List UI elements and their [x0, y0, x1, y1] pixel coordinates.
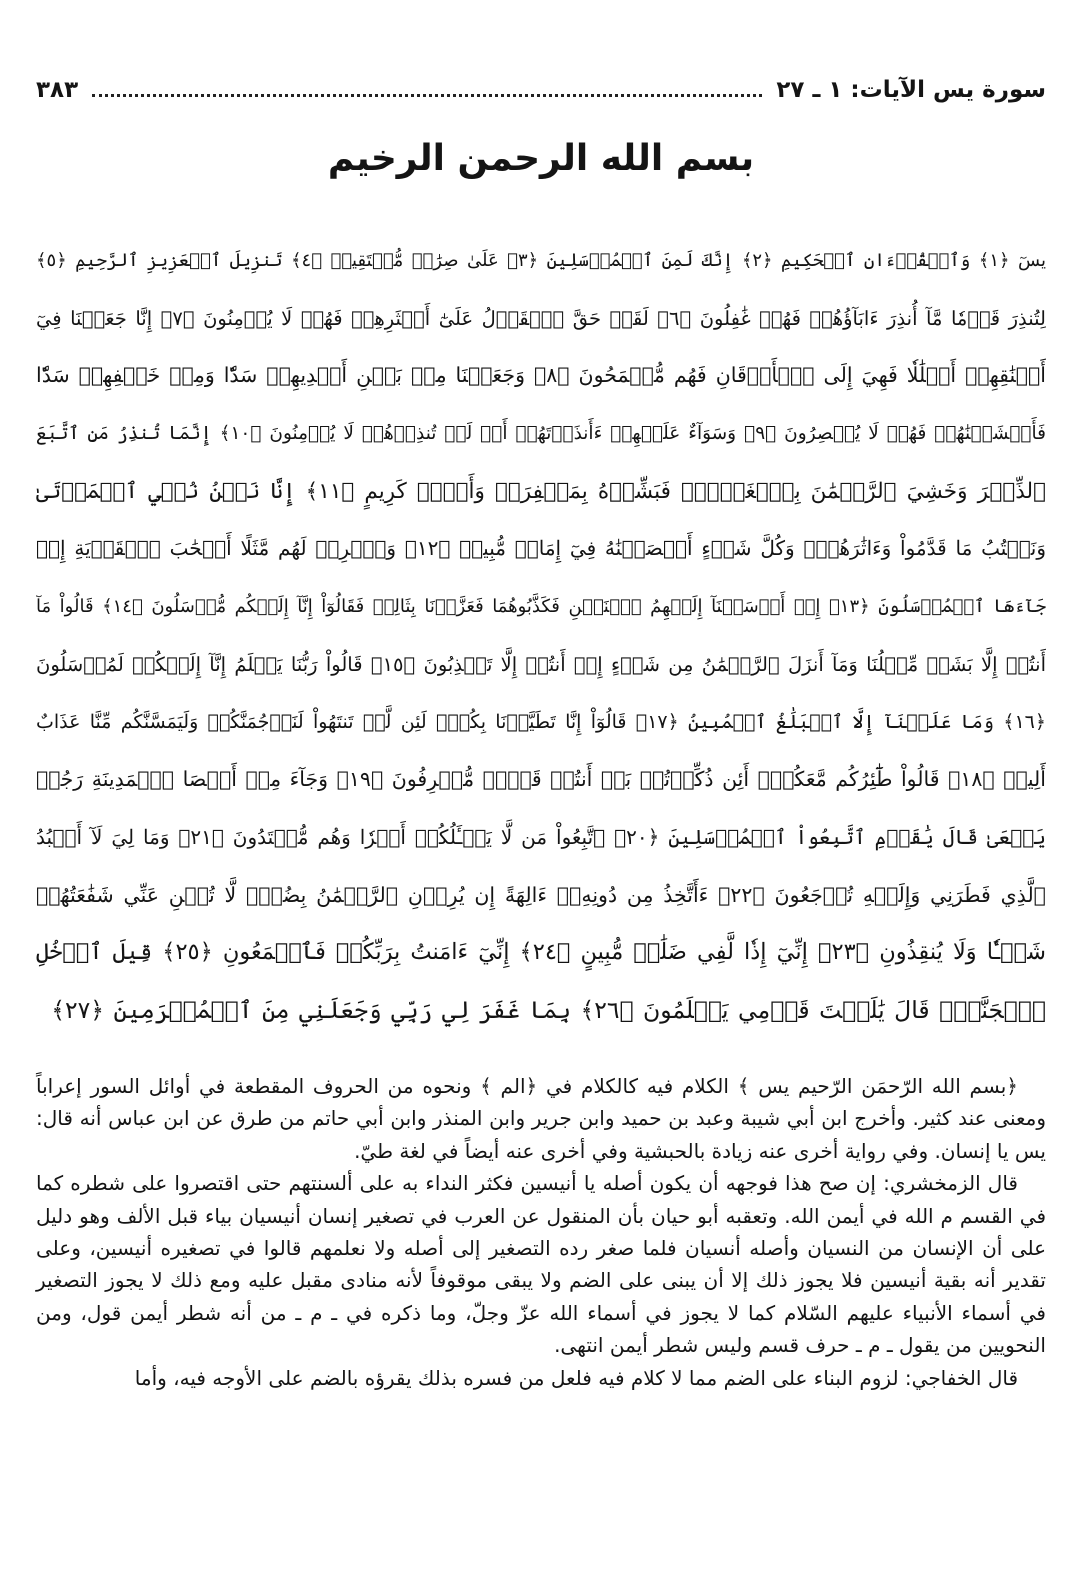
quran-line: لِتُنذِرَ قَوۡمٗا مَّآ أُنذِرَ ءَابَآؤُهُمۡ فَهُمۡ غَٰفِلُونَ ﴿٦﴾ لَقَدۡ حَقَّ ٱلۡقَوۡلُ عَلَىٰٓ أَكۡثَرِهِمۡ فَهُمۡ لَا يُؤۡمِنُونَ ﴿٧﴾ إِنَّا جَعَلۡنَا فِيٓ	[36, 306, 1046, 330]
commentary-block	[36, 1070, 1046, 1394]
quran-line: ٱلۡجَنَّةَۖ قَالَ يَٰلَيۡتَ قَوۡمِي يَعۡلَمُونَ ﴿٢٦﴾ بِمَا غَفَرَ لِي رَبِّي وَجَعَلَنِي مِنَ ٱلۡمُكۡرَمِينَ ﴿٢٧﴾	[51, 995, 1046, 1024]
commentary-paragraph: قال الخفاجي: لزوم البناء على الضم مما لا كلام فيه فلعل من فسره بذلك يقرؤه بالضم على الأوجه فيه، وأما	[134, 1365, 1018, 1390]
page-number: ٣٨٣	[36, 77, 79, 103]
running-title: سورة يس الآيات: ١ ـ ٢٧	[776, 77, 1046, 103]
quran-line: أَنتُمۡ إِلَّا بَشَرٞ مِّثۡلُنَا وَمَآ أَنزَلَ ٱلرَّحۡمَٰنُ مِن شَيۡءٍ إِنۡ أَنتُمۡ إِلَّا تَكۡذِبُونَ ﴿١٥﴾ قَالُواْ رَبُّنَا يَعۡلَمُ إِنَّآ إِلَيۡكُمۡ لَمُرۡسَلُونَ	[36, 652, 1046, 676]
page	[36, 0, 1046, 1585]
commentary-paragraph: قال الزمخشري: إن صح هذا فوجهه أن يكون أصله يا أنيسين فكثر النداء به على ألسنتهم حتى اقتصروا على شطره كما في القسم م الله في أيمن الله. وتعقبه أبو حيان بأن المنقول عن العرب في تصغير إنسان أنيسيان بياء قبل الألف وهو دليل على أن الإنسان من النسيان وأصله أنسيان فلما صغر رده التصغير إلى أصله ولا نعلمهم قالوا في تصغيره أنيسين، وعلى تقدير أنه بقية أنيسين فلا يجوز ذلك إلا أن يبنى على الضم ولا يبقى موقوفاً لأنه منادى مقبل عليه ومع ذلك لا يجوز التصغير في أسماء الأنبياء عليهم السّلام كما لا يجوز في أسماء الله عزّ وجلّ، وما ذكره في ـ م ـ من أنه شطر أيمن قول، ومن النحويين من يقول ـ م ـ حرف قسم وليس شطر أيمن انتهى.	[36, 1171, 1046, 1358]
quran-line: يَسۡعَىٰ قَالَ يَٰقَوۡمِ ٱتَّبِعُواْ ٱلۡمُرۡسَلِينَ ﴿٢٠﴾ ٱتَّبِعُواْ مَن لَّا يَسۡـَٔلُكُمۡ أَجۡرٗا وَهُم مُّهۡتَدُونَ ﴿٢١﴾ وَمَا لِيَ لَآ أَعۡبُدُ	[36, 824, 1046, 849]
basmala-heading: بسم الله الرحمن الرخيم	[327, 138, 755, 179]
commentary-paragraph: ﴿بسم الله الرّحمَن الرّحيم يس ﴾ الكلام فيه كالكلام في ﴿الم ﴾ ونحوه من الحروف المقطعة في أوائل السور إعراباً ومعنى عند كثير. وأخرج ابن أبي شيبة وعبد بن حميد وابن جرير وابن المنذر وابن أبي حاتم من طرق عن ابن عباس أنه قال: يس يا إنسان. وفي رواية أخرى عنه زيادة بالحبشية وفي أخرى عنه أيضاً في لغة طيّ.	[36, 1074, 1046, 1163]
quran-line: جَآءَهَا ٱلۡمُرۡسَلُونَ ﴿١٣﴾ إِذۡ أَرۡسَلۡنَآ إِلَيۡهِمُ ٱثۡنَيۡنِ فَكَذَّبُوهُمَا فَعَزَّزۡنَا بِثَالِثٖ فَقَالُوٓاْ إِنَّآ إِلَيۡكُم مُّرۡسَلُونَ ﴿١٤﴾ قَالُواْ مَآ	[36, 596, 1046, 618]
quran-line: شَيۡـٔٗا وَلَا يُنقِذُونِ ﴿٢٣﴾ إِنِّيٓ إِذٗا لَّفِي ضَلَٰلٖ مُّبِينٍ ﴿٢٤﴾ إِنِّيٓ ءَامَنتُ بِرَبِّكُمۡ فَٱسۡمَعُونِ ﴿٢٥﴾ قِيلَ ٱدۡخُلِ	[36, 939, 1046, 966]
quran-line: فَأَغۡشَيۡنَٰهُمۡ فَهُمۡ لَا يُبۡصِرُونَ ﴿٩﴾ وَسَوَآءٌ عَلَيۡهِمۡ ءَأَنذَرۡتَهُمۡ أَمۡ لَمۡ تُنذِرۡهُمۡ لَا يُؤۡمِنُونَ ﴿١٠﴾ إِنَّمَا تُنذِرُ مَنِ ٱتَّبَعَ	[36, 423, 1046, 445]
quran-text-block	[36, 232, 1046, 1040]
quran-line: ٱلذِّكۡرَ وَخَشِيَ ٱلرَّحۡمَٰنَ بِٱلۡغَيۡبِۖ فَبَشِّرۡهُ بِمَغۡفِرَةٖ وَأَجۡرٖ كَرِيمٍ ﴿١١﴾ إِنَّا نَحۡنُ نُحۡيِ ٱلۡمَوۡتَىٰ	[36, 478, 1046, 504]
page-header	[36, 76, 1046, 116]
quran-line: ٱلَّذِي فَطَرَنِي وَإِلَيۡهِ تُرۡجَعُونَ ﴿٢٢﴾ ءَأَتَّخِذُ مِن دُونِهِۦٓ ءَالِهَةً إِن يُرِدۡنِ ٱلرَّحۡمَٰنُ بِضُرّٖ لَّا تُغۡنِ عَنِّي شَفَٰعَتُهُمۡ	[36, 882, 1046, 907]
quran-line: يسٓ ﴿١﴾ وَٱلۡقُرۡءَانِ ٱلۡحَكِيمِ ﴿٢﴾ إِنَّكَ لَمِنَ ٱلۡمُرۡسَلِينَ ﴿٣﴾ عَلَىٰ صِرَٰطٖ مُّسۡتَقِيمٖ ﴿٤﴾ تَنزِيلَ ٱلۡعَزِيزِ ٱلرَّحِيمِ ﴿٥﴾	[36, 250, 1046, 271]
quran-line: ﴿١٦﴾ وَمَا عَلَيۡنَآ إِلَّا ٱلۡبَلَٰغُ ٱلۡمُبِينُ ﴿١٧﴾ قَالُوٓاْ إِنَّا تَطَيَّرۡنَا بِكُمۡۖ لَئِن لَّمۡ تَنتَهُواْ لَنَرۡجُمَنَّكُمۡ وَلَيَمَسَّنَّكُم مِّنَّا عَذَابٌ	[36, 710, 1046, 733]
quran-line: أَعۡنَٰقِهِمۡ أَغۡلَٰلٗا فَهِيَ إِلَى ٱلۡأَذۡقَانِ فَهُم مُّقۡمَحُونَ ﴿٨﴾ وَجَعَلۡنَا مِنۢ بَيۡنِ أَيۡدِيهِمۡ سَدّٗا وَمِنۡ خَلۡفِهِمۡ سَدّٗا	[36, 363, 1046, 388]
quran-line: أَلِيمٞ ﴿١٨﴾ قَالُواْ طَٰٓئِرُكُم مَّعَكُمۡۚ أَئِن ذُكِّرۡتُمۚ بَلۡ أَنتُمۡ قَوۡمٞ مُّسۡرِفُونَ ﴿١٩﴾ وَجَآءَ مِنۡ أَقۡصَا ٱلۡمَدِينَةِ رَجُلٞ	[36, 767, 1046, 792]
leader-dots	[92, 76, 762, 97]
quran-line: وَنَكۡتُبُ مَا قَدَّمُواْ وَءَاثَٰرَهُمۡۚ وَكُلَّ شَيۡءٍ أَحۡصَيۡنَٰهُ فِيٓ إِمَامٖ مُّبِينٖ ﴿١٢﴾ وَٱضۡرِبۡ لَهُم مَّثَلًا أَصۡحَٰبَ ٱلۡقَرۡيَةِ إِذۡ	[36, 536, 1046, 561]
